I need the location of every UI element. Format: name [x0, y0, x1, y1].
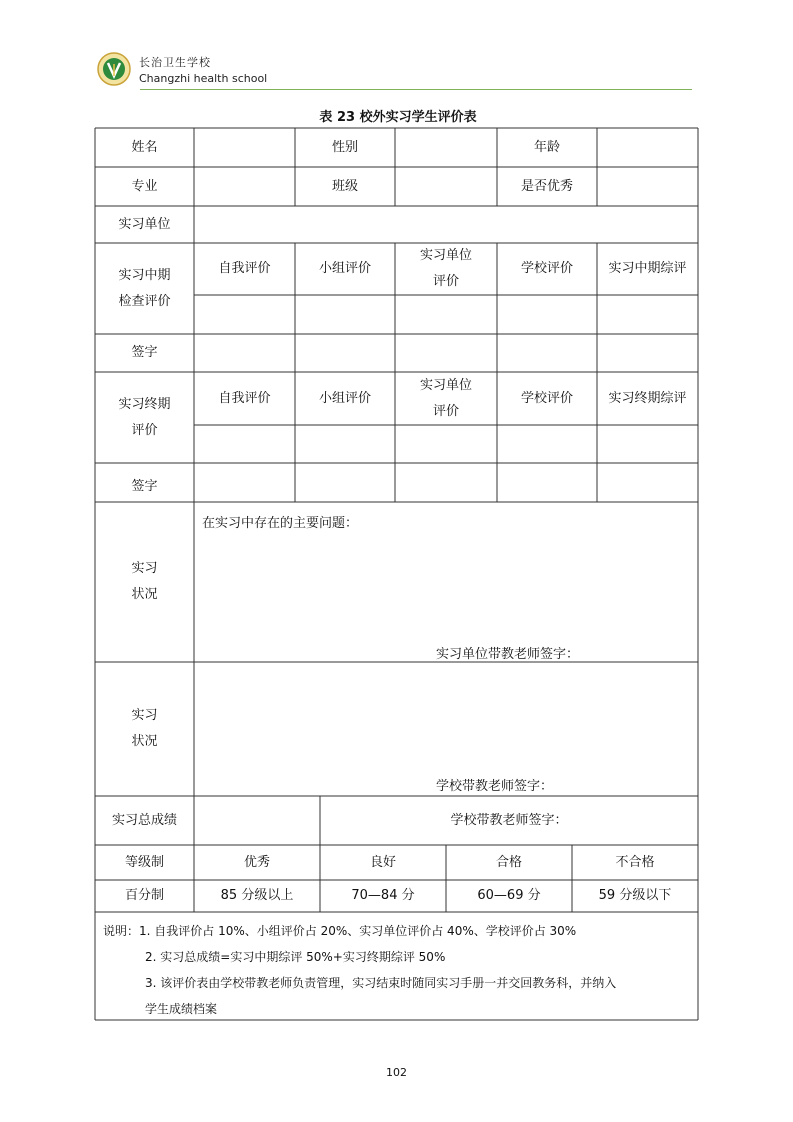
final-unit-eval-header	[395, 372, 497, 425]
unit-teacher-signature-label: 实习单位带教老师签字：	[436, 647, 580, 662]
status1-label-line1: 实习	[131, 561, 158, 576]
mid-evaluation-label	[95, 243, 194, 334]
grade-level: 良好	[369, 854, 396, 870]
final-self-eval-field[interactable]	[194, 425, 295, 463]
school-logo-icon	[97, 52, 131, 86]
mid-label-line1: 实习中期	[118, 267, 171, 283]
mid-group-eval-header: 小组评价	[318, 261, 371, 276]
grade-level: 合格	[495, 854, 522, 870]
class-label: 班级	[331, 178, 358, 194]
main-problems-prompt: 在实习中存在的主要问题：	[202, 516, 359, 531]
status-label-2	[95, 662, 194, 796]
final-group-eval-header: 小组评价	[318, 390, 371, 406]
total-score-field[interactable]	[194, 796, 320, 845]
final-sign-label: 签字	[131, 478, 158, 494]
final-label-line1: 实习终期	[118, 396, 171, 412]
mid-school-eval-field[interactable]	[497, 295, 597, 334]
final-overall-eval-header: 实习终期综评	[608, 390, 687, 406]
total-score-label: 实习总成绩	[111, 812, 177, 828]
grade-level: 优秀	[243, 854, 270, 870]
grade-level: 不合格	[615, 854, 655, 870]
major-label: 专业	[131, 178, 158, 194]
mid-unit-eval-field[interactable]	[395, 295, 497, 334]
age-label: 年龄	[533, 139, 560, 155]
header-divider	[140, 89, 692, 90]
excellent-label: 是否优秀	[520, 178, 573, 194]
mid-school-eval-header: 学校评价	[520, 261, 573, 276]
mid-unit-line1: 实习单位	[419, 248, 472, 263]
gender-field[interactable]	[395, 128, 497, 167]
score-range: 85 分级以上	[220, 888, 294, 903]
name-field[interactable]	[194, 128, 295, 167]
table-title: 表 23 校外实习学生评价表	[319, 110, 477, 125]
grade-system-label: 等级制	[124, 854, 164, 870]
page-number: 102	[386, 1066, 407, 1079]
final-school-eval-header: 学校评价	[520, 390, 573, 406]
school-teacher-signature-label: 学校带教老师签字：	[436, 779, 554, 794]
status-label-1	[95, 502, 194, 662]
final-self-eval-header: 自我评价	[218, 390, 271, 406]
status2-label-line1: 实习	[131, 708, 158, 723]
mid-self-eval-header: 自我评价	[218, 261, 271, 276]
percent-system-label: 百分制	[124, 888, 164, 903]
mid-self-eval-field[interactable]	[194, 295, 295, 334]
final-overall-eval-field[interactable]	[597, 425, 698, 463]
final-unit-line1: 实习单位	[419, 377, 472, 393]
mid-label-line2: 检查评价	[118, 293, 171, 309]
score-range: 70—84 分	[351, 888, 415, 903]
mid-overall-eval-header: 实习中期综评	[608, 261, 687, 276]
school-name-chinese: 长治卫生学校	[139, 56, 211, 69]
mid-group-eval-field[interactable]	[295, 295, 395, 334]
gender-label: 性别	[331, 139, 358, 155]
mid-unit-eval-header	[395, 243, 497, 295]
status1-label-line2: 状况	[131, 587, 158, 602]
final-group-eval-field[interactable]	[295, 425, 395, 463]
major-field[interactable]	[194, 167, 295, 206]
note-line-4: 学生成绩档案	[145, 1002, 218, 1016]
excellent-field[interactable]	[597, 167, 698, 206]
name-label: 姓名	[131, 139, 158, 155]
score-range: 60—69 分	[477, 888, 541, 903]
internship-unit-label: 实习单位	[118, 216, 171, 232]
note-line-1: 说明：1. 自我评价占 10%、小组评价占 20%、实习单位评价占 40%、学校评价占 30%	[103, 924, 577, 938]
mid-unit-line2: 评价	[432, 274, 459, 289]
final-unit-line2: 评价	[432, 403, 459, 419]
note-line-3: 3. 该评价表由学校带教老师负责管理，实习结束时随同实习手册一并交回教务科，并纳入	[145, 976, 617, 990]
final-label-line2: 评价	[131, 422, 158, 438]
school-name-english: Changzhi health school	[139, 72, 268, 85]
mid-sign-label: 签字	[131, 345, 158, 360]
score-range: 59 分级以下	[598, 888, 672, 903]
note-line-2: 2. 实习总成绩=实习中期综评 50%+实习终期综评 50%	[145, 950, 446, 964]
internship-unit-field[interactable]	[194, 206, 698, 243]
final-unit-eval-field[interactable]	[395, 425, 497, 463]
class-field[interactable]	[395, 167, 497, 206]
age-field[interactable]	[597, 128, 698, 167]
document-header	[97, 48, 693, 92]
total-school-teacher-signature: 学校带教老师签字：	[450, 812, 568, 828]
final-school-eval-field[interactable]	[497, 425, 597, 463]
final-evaluation-label	[95, 372, 194, 463]
status2-label-line2: 状况	[131, 734, 158, 749]
mid-overall-eval-field[interactable]	[597, 295, 698, 334]
